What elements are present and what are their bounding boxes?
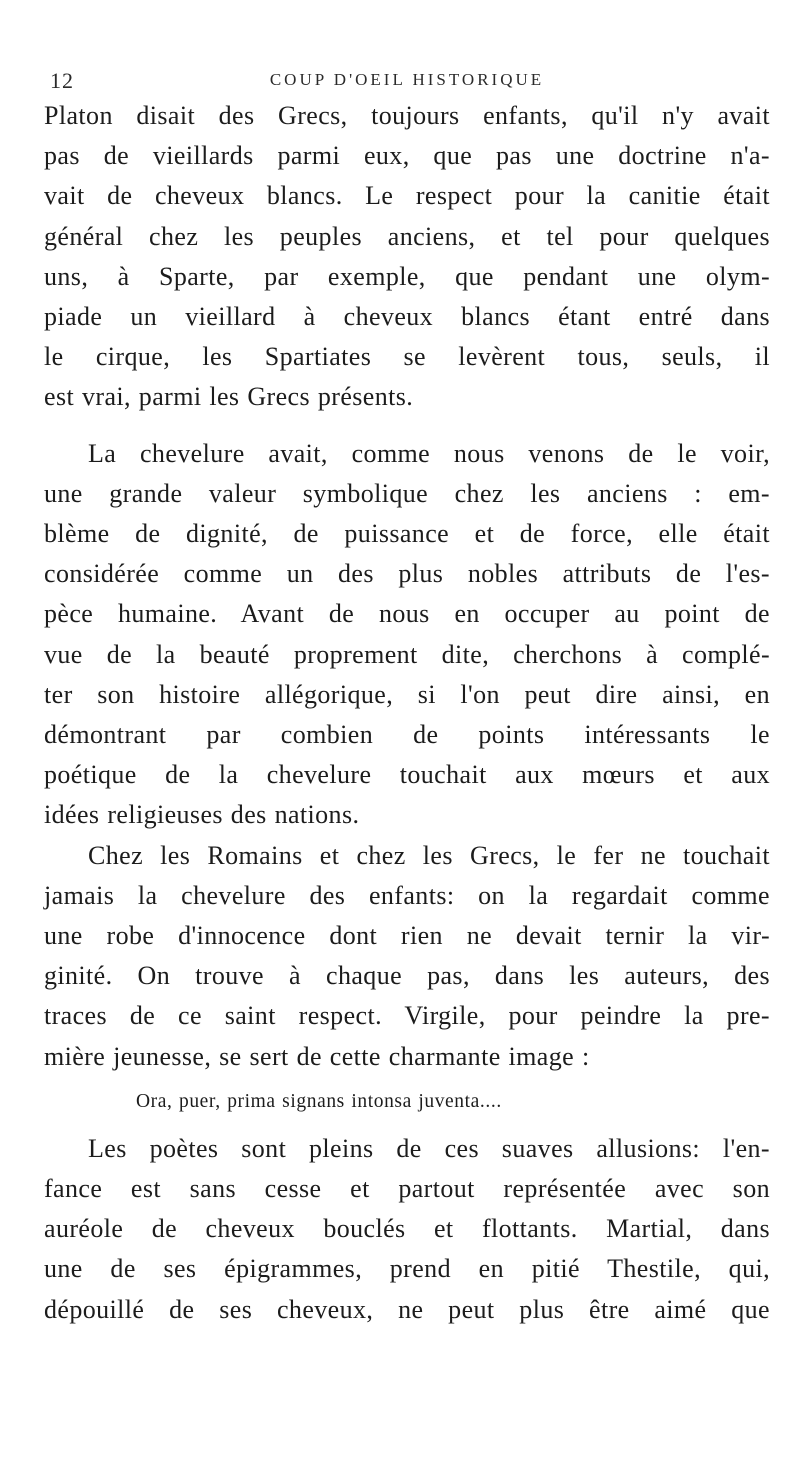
text-line: est vrai, parmi les Grecs présents. xyxy=(44,382,414,412)
text-line: ginité. On trouve à chaque pas, dans les auteurs, des xyxy=(44,961,770,991)
text-line: jamais la chevelure des enfants: on la regardait comme xyxy=(44,880,770,910)
text-line: La chevelure avait, comme nous venons de le voir, xyxy=(88,438,770,468)
body-text xyxy=(44,96,770,1330)
text-line: uns, à Sparte, par exemple, que pendant une olym- xyxy=(44,261,770,291)
text-line: considérée comme un des plus nobles attributs de l'es- xyxy=(44,559,770,589)
text-line: le cirque, les Spartiates se levèrent tous, seuls, il xyxy=(44,342,770,372)
text-line: traces de ce saint respect. Virgile, pour peindre la pre- xyxy=(44,1001,770,1031)
book-page xyxy=(44,0,770,1462)
text-line: idées religieuses des nations. xyxy=(44,800,360,830)
text-line: poétique de la chevelure touchait aux mœurs et aux xyxy=(44,760,770,790)
text-line: vue de la beauté proprement dite, cherchons à complé- xyxy=(44,639,770,669)
text-line: mière jeunesse, se sert de cette charmante image : xyxy=(44,1041,590,1071)
page-number: 12 xyxy=(50,68,74,93)
text-line: fance est sans cesse et partout représentée avec son xyxy=(44,1174,770,1204)
latin-quotation: Ora, puer, prima signans intonsa juventa.... xyxy=(136,1090,502,1112)
text-line: général chez les peuples anciens, et tel pour quelques xyxy=(44,221,770,251)
text-line: une grande valeur symbolique chez les anciens : em- xyxy=(44,478,770,508)
text-line: une de ses épigrammes, prend en pitié Thestile, qui, xyxy=(44,1254,770,1284)
text-line: Les poètes sont pleins de ces suaves allusions: l'en- xyxy=(88,1133,770,1163)
text-line: auréole de cheveux bouclés et flottants. Martial, dans xyxy=(44,1214,770,1244)
text-line: piade un vieillard à cheveux blancs étant entré dans xyxy=(44,302,770,332)
text-line: Platon disait des Grecs, toujours enfants, qu'il n'y avait xyxy=(44,101,770,130)
paragraph-gap xyxy=(44,418,770,434)
text-line: blème de dignité, de puissance et de force, elle était xyxy=(44,519,770,549)
text-line: une robe d'innocence dont rien ne devait ternir la vir- xyxy=(44,921,770,951)
text-line: pèce humaine. Avant de nous en occuper au point de xyxy=(44,599,770,629)
text-line: Chez les Romains et chez les Grecs, le fer ne touchait xyxy=(88,840,770,870)
text-line: ter son histoire allégorique, si l'on peut dire ainsi, en xyxy=(44,679,770,709)
text-line: dépouillé de ses cheveux, ne peut plus être aimé que xyxy=(44,1294,770,1324)
running-header xyxy=(44,68,770,98)
text-line: démontrant par combien de points intéressants le xyxy=(44,720,770,750)
running-title: COUP D'OEIL HISTORIQUE xyxy=(269,70,545,89)
text-line: vait de cheveux blancs. Le respect pour la canitie était xyxy=(44,181,770,211)
text-line: pas de vieillards parmi eux, que pas une doctrine n'a- xyxy=(44,141,770,171)
